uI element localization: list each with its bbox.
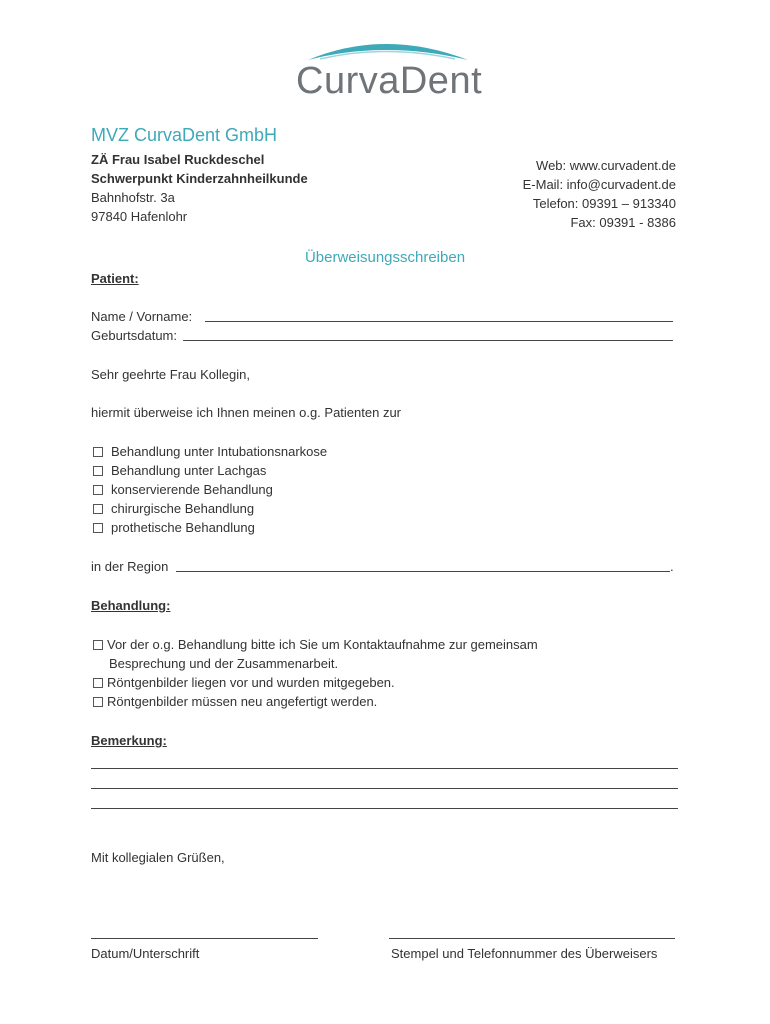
doctor-name: ZÄ Frau Isabel Ruckdeschel — [91, 152, 265, 167]
checkbox-icon[interactable] — [93, 523, 103, 533]
remarks-heading: Bemerkung: — [91, 733, 167, 748]
contact-web: Web: www.curvadent.de — [536, 158, 676, 173]
remarks-line[interactable] — [91, 808, 678, 809]
checkbox-icon[interactable] — [93, 466, 103, 476]
document-title: Überweisungsschreiben — [304, 249, 466, 266]
street-address: Bahnhofstr. 3a — [91, 190, 175, 205]
region-label: in der Region — [91, 559, 169, 574]
signature-label: Datum/Unterschrift — [91, 946, 200, 961]
treatment-option-xray-given[interactable]: Röntgenbilder liegen vor und wurden mitgegeben. — [93, 675, 395, 690]
checkbox-icon[interactable] — [93, 697, 103, 707]
birthdate-label: Geburtsdatum: — [91, 328, 177, 343]
contact-fax: Fax: 09391 - 8386 — [570, 215, 676, 230]
birthdate-input-line[interactable] — [183, 340, 673, 341]
checkbox-icon[interactable] — [93, 485, 103, 495]
intro-text: hiermit überweise ich Ihnen meinen o.g. Patienten zur — [91, 405, 402, 420]
patient-heading: Patient: — [91, 271, 139, 286]
salutation: Sehr geehrte Frau Kollegin, — [91, 367, 250, 382]
name-label: Name / Vorname: — [91, 309, 193, 324]
option-prothetisch[interactable]: prothetische Behandlung — [93, 520, 255, 535]
contact-email: E-Mail: info@curvadent.de — [522, 177, 676, 192]
checkbox-icon[interactable] — [93, 640, 103, 650]
stamp-line[interactable] — [389, 938, 675, 939]
checkbox-icon[interactable] — [93, 447, 103, 457]
closing: Mit kollegialen Grüßen, — [91, 850, 225, 865]
name-input-line[interactable] — [205, 321, 673, 322]
treatment-option-xray-new[interactable]: Röntgenbilder müssen neu angefertigt werden. — [93, 694, 377, 709]
company-name: MVZ CurvaDent GmbH — [91, 125, 278, 145]
checkbox-icon[interactable] — [93, 504, 103, 514]
specialty: Schwerpunkt Kinderzahnheilkunde — [91, 171, 308, 186]
treatment-option-contact[interactable]: Vor der o.g. Behandlung bitte ich Sie um Kontaktaufnahme zur gemeinsam — [93, 637, 538, 652]
company-logo — [290, 34, 483, 102]
logo-text: CurvaDent — [296, 60, 483, 102]
signature-line[interactable] — [91, 938, 318, 939]
treatment-option-contact-cont: Besprechung und der Zusammenarbeit. — [109, 656, 339, 671]
option-chirurgisch[interactable]: chirurgische Behandlung — [93, 501, 254, 516]
stamp-label: Stempel und Telefonnummer des Überweisers — [391, 946, 658, 961]
remarks-line[interactable] — [91, 788, 678, 789]
contact-phone: Telefon: 09391 – 913340 — [532, 196, 676, 211]
option-lachgas[interactable]: Behandlung unter Lachgas — [93, 463, 266, 478]
treatment-heading: Behandlung: — [91, 598, 171, 613]
region-end: . — [670, 559, 674, 574]
option-konservierend[interactable]: konservierende Behandlung — [93, 482, 273, 497]
city-address: 97840 Hafenlohr — [91, 209, 188, 224]
option-intubation[interactable]: Behandlung unter Intubationsnarkose — [93, 444, 327, 459]
remarks-line[interactable] — [91, 768, 678, 769]
checkbox-icon[interactable] — [93, 678, 103, 688]
region-input-line[interactable] — [176, 571, 670, 572]
